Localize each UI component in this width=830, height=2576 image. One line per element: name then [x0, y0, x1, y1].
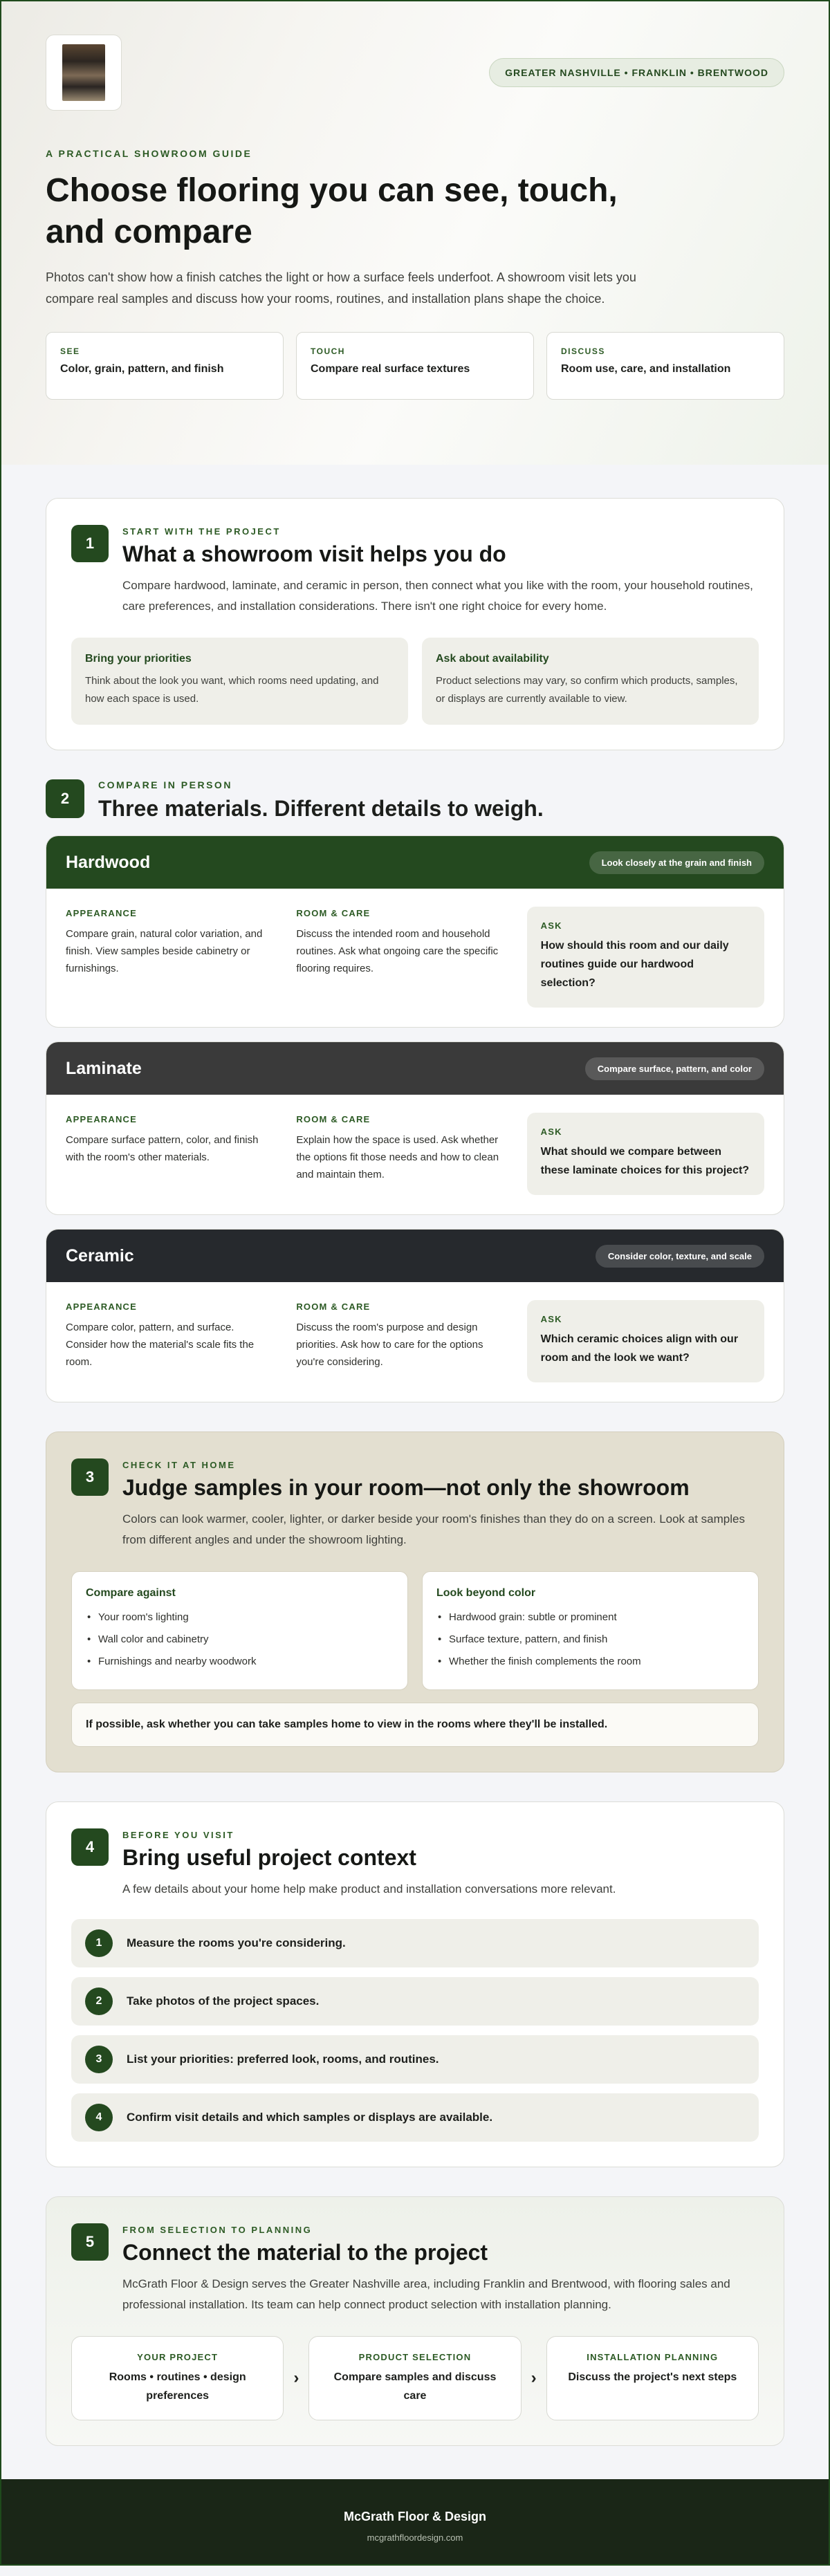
pillar-value: Compare real surface textures	[311, 363, 470, 375]
section-check-at-home	[46, 1431, 784, 1772]
chevron-right-icon: ›	[531, 2369, 537, 2387]
pillar-value: Color, grain, pattern, and finish	[60, 363, 224, 375]
pillar-touch	[296, 332, 534, 400]
section-description: Colors can look warmer, cooler, lighter, or darker beside your room's finishes than they do on a screen. Look at samples from different angles and under the showroom lighting.	[122, 1512, 745, 1546]
flow-value: Rooms • routines • design preferences	[109, 2371, 246, 2402]
ask-question: How should this room and our daily routines guide our hardwood selection?	[540, 940, 729, 989]
section-header	[71, 2223, 759, 2315]
section-title: Judge samples in your room—not only the showroom	[122, 1475, 690, 1500]
tip-box	[71, 638, 408, 725]
column-text: Explain how the space is used. Ask whether the options fit those needs and how to clean and maintain them.	[296, 1134, 499, 1180]
column-text: Compare color, pattern, and surface. Consider how the material's scale fits the room.	[66, 1322, 255, 1368]
material-pill: Look closely at the grain and finish	[589, 851, 764, 874]
material-header	[46, 1230, 784, 1282]
section-eyebrow: FROM SELECTION TO PLANNING	[122, 2225, 313, 2235]
ask-key: ASK	[540, 1127, 562, 1137]
column-key: ROOM & CARE	[296, 1114, 371, 1124]
step-number: 3	[85, 2046, 113, 2073]
chevron-right-icon: ›	[293, 2369, 299, 2387]
column-key: APPEARANCE	[66, 1114, 138, 1124]
section-number: 4	[71, 1828, 109, 1866]
column-key: ROOM & CARE	[296, 1301, 371, 1312]
flow-key: INSTALLATION PLANNING	[587, 2352, 719, 2362]
section-title: What a showroom visit helps you do	[122, 541, 506, 566]
step-number: 2	[85, 1987, 113, 2015]
tip-box	[422, 638, 759, 725]
column-text: Discuss the intended room and household routines. Ask what ongoing care the specific flooring requires.	[296, 928, 499, 974]
flow-value: Compare samples and discuss care	[333, 2371, 497, 2402]
list-item	[71, 2035, 759, 2084]
flow-step-project	[71, 2336, 284, 2420]
section-eyebrow: START WITH THE PROJECT	[122, 526, 281, 537]
section-before-visit	[46, 1801, 784, 2167]
pillar-discuss	[546, 332, 784, 400]
appearance-column	[66, 908, 275, 1008]
column-text: Discuss the room's purpose and design priorities. Ask how to care for the options you're considering.	[296, 1322, 483, 1368]
section-title: Three materials. Different details to weigh.	[98, 796, 544, 821]
list-item: • Furnishings and nearby woodwork	[86, 1651, 394, 1673]
footer	[1, 2479, 829, 2564]
section-description: McGrath Floor & Design serves the Greater Nashville area, including Franklin and Brentwood, with flooring sales and professional installation. Its team can help connect product selection with installation planning.	[122, 2277, 730, 2311]
hero	[1, 1, 829, 465]
logo[interactable]	[46, 35, 122, 111]
section-header	[71, 1828, 759, 1900]
tip-text: Product selections may vary, so confirm which products, samples, or displays are currently available to view.	[436, 675, 738, 705]
list-item: • Wall color and cabinetry	[86, 1629, 394, 1651]
page-title: Choose flooring you can see, touch, and compare	[46, 172, 618, 250]
pillar-key: TOUCH	[311, 346, 345, 356]
hero-eyebrow: A PRACTICAL SHOWROOM GUIDE	[46, 148, 252, 159]
care-column	[296, 1301, 506, 1382]
tip-boxes	[71, 638, 759, 725]
material-body	[46, 1282, 784, 1402]
care-column	[296, 1114, 506, 1195]
region-pill: GREATER NASHVILLE • FRANKLIN • BRENTWOOD	[489, 58, 784, 87]
flow-key: PRODUCT SELECTION	[358, 2352, 472, 2362]
hero-lead: Photos can't show how a finish catches the light or how a surface feels underfoot. A showroom visit lets you compare real samples and discuss how your rooms, routines, and installation plans shape the choice.	[46, 270, 636, 306]
material-pill: Compare surface, pattern, and color	[585, 1057, 764, 1080]
flow-key: YOUR PROJECT	[137, 2352, 219, 2362]
list-item: • Whether the finish complements the room	[436, 1651, 744, 1673]
material-body	[46, 1095, 784, 1214]
bullet-list	[436, 1606, 744, 1673]
section-header	[46, 779, 784, 822]
material-card-laminate	[46, 1041, 784, 1215]
flow-value: Discuss the project's next steps	[568, 2371, 737, 2383]
ask-box	[527, 1113, 764, 1195]
main	[1, 465, 829, 2479]
care-column	[296, 908, 506, 1008]
material-header	[46, 836, 784, 889]
step-text: Measure the rooms you're considering.	[127, 1936, 346, 1949]
tip-text: Think about the look you want, which rooms need updating, and how each space is used.	[85, 675, 379, 705]
material-pill: Consider color, texture, and scale	[596, 1245, 764, 1268]
planning-flow	[71, 2336, 759, 2420]
list-item	[71, 2093, 759, 2142]
appearance-column	[66, 1114, 275, 1195]
pillar-key: DISCUSS	[561, 346, 605, 356]
column-key: APPEARANCE	[66, 1301, 138, 1312]
section-description: Compare hardwood, laminate, and ceramic in person, then connect what you like with the room, your household routines, care preferences, and installation considerations. There isn't one right choice for every home.	[122, 579, 753, 613]
list-item: • Surface texture, pattern, and finish	[436, 1629, 744, 1651]
material-name: Ceramic	[66, 1245, 134, 1266]
ask-question: Which ceramic choices align with our room and the look we want?	[540, 1333, 739, 1364]
section-header	[71, 525, 759, 617]
list-item: • Your room's lighting	[86, 1606, 394, 1629]
step-text: Confirm visit details and which samples or displays are available.	[127, 2111, 493, 2124]
material-card-ceramic	[46, 1229, 784, 1402]
pillars	[46, 332, 784, 400]
tip-title: Ask about availability	[436, 653, 549, 665]
section-eyebrow: BEFORE YOU VISIT	[122, 1830, 234, 1840]
section-description: A few details about your home help make product and installation conversations more relevant.	[122, 1882, 616, 1896]
material-card-hardwood	[46, 835, 784, 1028]
section-materials	[46, 779, 784, 1402]
step-number: 4	[85, 2104, 113, 2131]
checklist-boxes	[71, 1571, 759, 1690]
tip-title: Bring your priorities	[85, 653, 192, 665]
column-text: Compare grain, natural color variation, and finish. View samples beside cabinetry or furnishings.	[66, 928, 263, 974]
logo-image	[62, 44, 105, 101]
material-body	[46, 889, 784, 1027]
material-header	[46, 1042, 784, 1095]
step-text: List your priorities: preferred look, rooms, and routines.	[127, 2053, 439, 2066]
pillar-see	[46, 332, 284, 400]
section-title: Connect the material to the project	[122, 2240, 488, 2265]
box-title: Compare against	[86, 1587, 176, 1599]
list-item	[71, 1919, 759, 1967]
section-eyebrow: COMPARE IN PERSON	[98, 779, 232, 790]
section-title: Bring useful project context	[122, 1845, 416, 1870]
section-selection-to-planning	[46, 2196, 784, 2446]
section-eyebrow: CHECK IT AT HOME	[122, 1460, 236, 1470]
box-title: Look beyond color	[436, 1587, 536, 1599]
step-list	[71, 1919, 759, 2142]
section-number: 5	[71, 2223, 109, 2261]
pillar-value: Room use, care, and installation	[561, 363, 731, 375]
bullet-list	[86, 1606, 394, 1673]
footer-company-name: McGrath Floor & Design	[343, 2510, 486, 2523]
section-showroom-visit	[46, 498, 784, 750]
material-name: Hardwood	[66, 852, 151, 872]
ask-box	[527, 1300, 764, 1382]
ask-key: ASK	[540, 1314, 562, 1324]
section-header	[71, 1458, 759, 1550]
column-key: ROOM & CARE	[296, 908, 371, 918]
look-beyond-color-box	[422, 1571, 759, 1690]
footer-website-link[interactable]: mcgrathfloordesign.com	[367, 2532, 463, 2543]
step-text: Take photos of the project spaces.	[127, 1994, 320, 2008]
list-item	[71, 1977, 759, 2026]
column-text: Compare surface pattern, color, and finish with the room's other materials.	[66, 1134, 259, 1163]
section-number: 3	[71, 1458, 109, 1496]
appearance-column	[66, 1301, 275, 1382]
section-number: 1	[71, 525, 109, 562]
ask-box	[527, 907, 764, 1008]
flow-step-selection	[308, 2336, 521, 2420]
compare-against-box	[71, 1571, 408, 1690]
list-item: • Hardwood grain: subtle or prominent	[436, 1606, 744, 1629]
column-key: APPEARANCE	[66, 908, 138, 918]
ask-key: ASK	[540, 920, 562, 931]
samples-note: If possible, ask whether you can take samples home to view in the rooms where they'll be installed.	[71, 1703, 759, 1747]
step-number: 1	[85, 1929, 113, 1957]
section-number: 2	[46, 779, 84, 818]
pillar-key: SEE	[60, 346, 80, 356]
material-name: Laminate	[66, 1058, 142, 1078]
ask-question: What should we compare between these laminate choices for this project?	[540, 1146, 750, 1176]
flow-step-installation	[546, 2336, 759, 2420]
